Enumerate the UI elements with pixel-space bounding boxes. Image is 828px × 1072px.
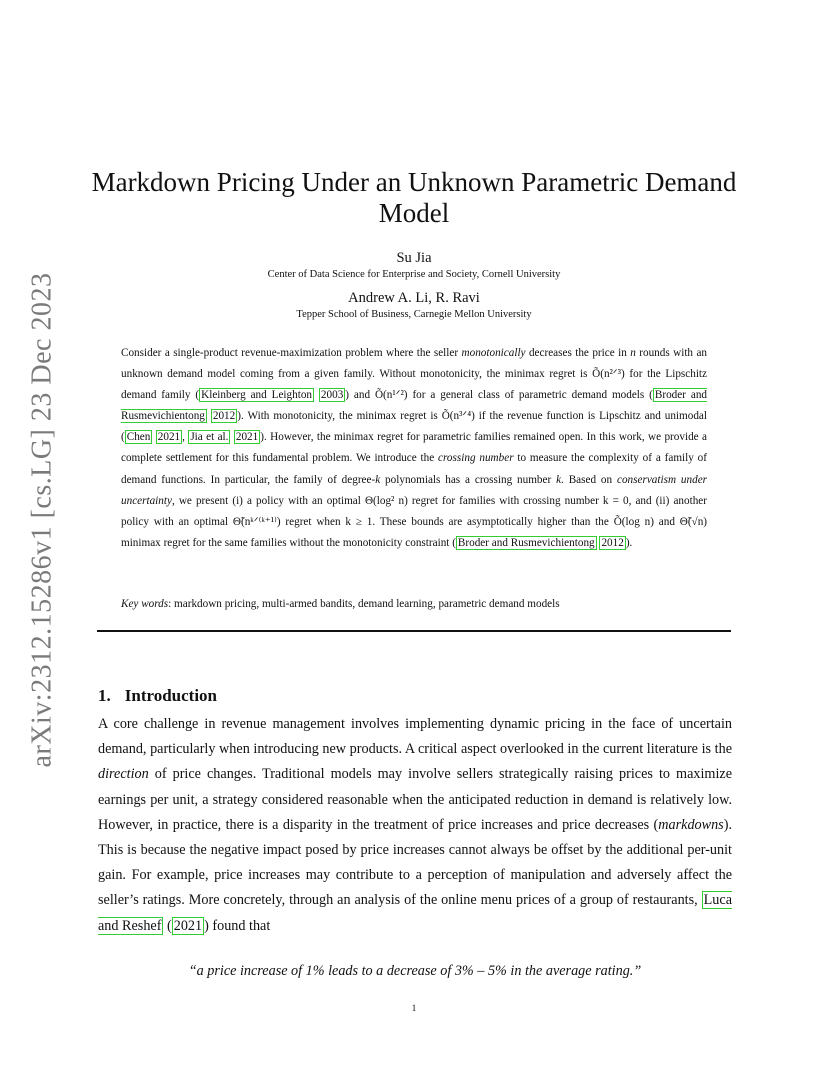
arxiv-identifier-text: arXiv:2312.15286v1 [cs.LG] 23 Dec 2023 xyxy=(26,272,57,768)
abstract-text: . Based on xyxy=(561,473,617,486)
math-expression: Õ(n¹ᐟ²) xyxy=(374,389,408,402)
section-title: Introduction xyxy=(124,686,218,705)
citation-year: 2021 xyxy=(173,917,203,934)
citation-link[interactable] xyxy=(199,388,314,402)
section-heading xyxy=(98,686,217,706)
abstract-text: ). However, the minimax regret for parametric families remained open. In this work, we provide a complete settlement for this fundamental problem. We introduce the xyxy=(121,431,707,465)
body-text: ). This is because the negative impact posed by price increases cannot always be offset by the additional per-unit gain. For example, price increases may contribute to a perception of manipulation and adversely affect the seller’s ratings. More concretely, through an analysis of the online menu prices of a group of restaurants, xyxy=(98,816,732,909)
math-expression: Õ(log n) xyxy=(613,515,654,528)
abstract-text: minimax regret for the same families without the monotonicity constraint ( xyxy=(121,536,456,549)
citation-link[interactable] xyxy=(125,430,153,444)
abstract-text: rounds with an unknown demand model coming from a given family. Without monotonicity, the minimax regret is xyxy=(121,347,707,381)
math-expression: Θ(log² n) xyxy=(364,494,408,507)
abstract-text: regret when xyxy=(280,515,346,528)
math-expression: Θ̃(nᵏᐟ⁽ᵏ⁺¹⁾) xyxy=(232,515,281,528)
abstract-text: ) and xyxy=(345,389,375,402)
abstract-text: Consider a single-product revenue-maximization problem where the seller xyxy=(121,347,462,359)
citation-author: Broder and Rusmevichientong xyxy=(457,536,595,549)
citation-year: 2012 xyxy=(601,536,624,549)
abstract-text: decreases the price in xyxy=(525,347,631,359)
citation-year-link[interactable] xyxy=(319,388,345,402)
citation-year-link[interactable] xyxy=(599,536,625,550)
citation-year-link[interactable] xyxy=(234,430,260,444)
citation-author: Luca and Reshef xyxy=(98,892,732,934)
author-affiliation: Center of Data Science for Enterprise and Society, Cornell University xyxy=(267,269,561,280)
keywords xyxy=(121,598,707,610)
abstract-emphasis: monotonically xyxy=(461,347,526,359)
math-expression: Õ(n³ᐟ⁴) xyxy=(441,410,475,423)
keywords-list: : markdown pricing, multi-armed bandits, demand learning, parametric demand models xyxy=(168,598,560,610)
math-expression: k ≥ 1 xyxy=(345,515,373,528)
abstract-emphasis: conservatism under uncertainty xyxy=(121,473,708,507)
abstract-text: , and (ii) another policy with an optimal xyxy=(121,494,707,528)
abstract-text: to measure the complexity of a family of demand functions. In particular, the family of degree- xyxy=(121,452,707,486)
citation-year: 2021 xyxy=(235,431,259,444)
author-name: Su Jia xyxy=(396,250,432,266)
divider xyxy=(97,630,731,632)
citation-author: Kleinberg and Leighton xyxy=(201,389,313,402)
abstract-text: regret for families with crossing number xyxy=(407,494,603,507)
abstract-text: for a general class of parametric demand models ( xyxy=(407,389,653,402)
abstract-text: . These bounds are asymptotically higher than the xyxy=(372,515,614,528)
citation-author: Broder and Rusmevichientong xyxy=(121,389,708,423)
section-number: 1. xyxy=(98,686,111,705)
citation-year: 2021 xyxy=(157,431,181,444)
abstract-text: and xyxy=(653,515,680,528)
block-quote: “a price increase of 1% leads to a decrease of 3% – 5% in the average rating.” xyxy=(188,963,642,979)
intro-paragraph: A core challenge in revenue management involves implementing dynamic pricing in the face of uncertain demand, particularly when introducing new products. A critical aspect overlooked in the current literature is the direction of price changes. Traditional models may involve sellers strategically raising prices to maximize earnings per unit, a strategy considered reasonable when the anticipated reduction in demand is relatively low. However, in practice, there is a disparity in the treatment of price increases and price decreases (markdowns). This is because the negative impact posed by price increases cannot always be offset by the additional per-unit gain. For example, price increases may contribute to a perception of manipulation and adversely affect the seller’s ratings. More concretely, through an analysis of the online menu prices of a group of restaurants, Luca and Reshef ( 2021 ) found that xyxy=(98,716,732,934)
abstract-text: polynomials has a crossing number xyxy=(380,473,557,486)
citation-author: Jia et al. xyxy=(190,431,229,444)
body-text: of price changes. Traditional models may involve sellers strategically raising prices to maximize earnings per unit, a strategy considered reasonable when the anticipated reduction in demand is relatively low. However, in practice, there is a disparity in the treatment of price increases and price decreases ( xyxy=(98,766,732,833)
abstract-text: if the revenue function is Lipschitz and unimodal ( xyxy=(121,410,707,444)
author-affiliation: Tepper School of Business, Carnegie Mellon University xyxy=(296,309,532,320)
math-expression: Θ̃(√n) xyxy=(679,515,708,528)
abstract-text: ). xyxy=(625,536,633,549)
page-number: 1 xyxy=(411,1004,417,1014)
abstract-text: for the Lipschitz demand family ( xyxy=(121,368,708,402)
body-text: A core challenge in revenue management involves implementing dynamic pricing in the face of uncertain demand, particularly when introducing new products. A critical aspect overlooked in the current literature is the xyxy=(98,716,732,758)
paper-title: Markdown Pricing Under an Unknown Parametric Demand Model xyxy=(91,167,737,228)
citation-year-link[interactable] xyxy=(211,409,237,423)
math-variable: k xyxy=(375,473,381,486)
citation-author: Chen xyxy=(126,431,151,444)
author-name: Andrew A. Li, R. Ravi xyxy=(348,290,480,306)
abstract-text: ). With monotonicity, the minimax regret is xyxy=(237,410,442,423)
citation-link[interactable] xyxy=(188,430,230,444)
citation-year: 2003 xyxy=(320,389,344,402)
keywords-label: Key words xyxy=(121,598,169,610)
citation-year: 2012 xyxy=(212,410,236,423)
body-emphasis: direction xyxy=(98,766,149,783)
math-variable: n xyxy=(630,347,636,359)
math-expression: k = 0 xyxy=(602,494,629,507)
arxiv-identifier xyxy=(22,272,62,768)
citation-year-link[interactable] xyxy=(156,430,182,444)
abstract-text: , we present (i) a policy with an optimal xyxy=(171,494,365,507)
abstract-emphasis: crossing number xyxy=(438,452,514,465)
math-variable: k xyxy=(556,473,562,486)
body-text: found that xyxy=(208,917,271,934)
citation-year-link[interactable] xyxy=(172,917,204,935)
abstract: Consider a single-product revenue-maximization problem where the seller monotonically decreases the price in n rounds with an unknown demand model coming from a given family. Without monotonicity, the minimax regret is Õ(n²ᐟ³) for the Lipschitz demand family ( Kleinberg and Leighton 2003 ) and Õ(n¹ᐟ²) for a general class of parametric demand models ( Broder and Rusmevichientong 2012 ). With monotonicity, the minimax regret is Õ(n³ᐟ⁴) if the revenue function is Lipschitz and unimodal ( Chen 2021 , Jia et al. 2021 ). However, the minimax regret for parametric families remained open. In this work, we provide a complete settlement for this fundamental problem. We introduce the crossing number to measure the complexity of a family of demand functions. In particular, the family of degree-k polynomials has a crossing number k. Based on conservatism under uncertainty, we present (i) a policy with an optimal Θ(log² n) regret for families with crossing number k = 0, and (ii) another policy with an optimal Θ̃(nᵏᐟ⁽ᵏ⁺¹⁾) regret when k ≥ 1. These bounds are asymptotically higher than the Õ(log n) and Θ̃(√n) minimax regret for the same families without the monotonicity constraint ( Broder and Rusmevichientong 2012 ). xyxy=(121,347,708,549)
math-expression: Õ(n²ᐟ³) xyxy=(592,368,625,381)
citation-link[interactable] xyxy=(456,536,597,550)
body-emphasis: markdowns xyxy=(658,816,724,833)
